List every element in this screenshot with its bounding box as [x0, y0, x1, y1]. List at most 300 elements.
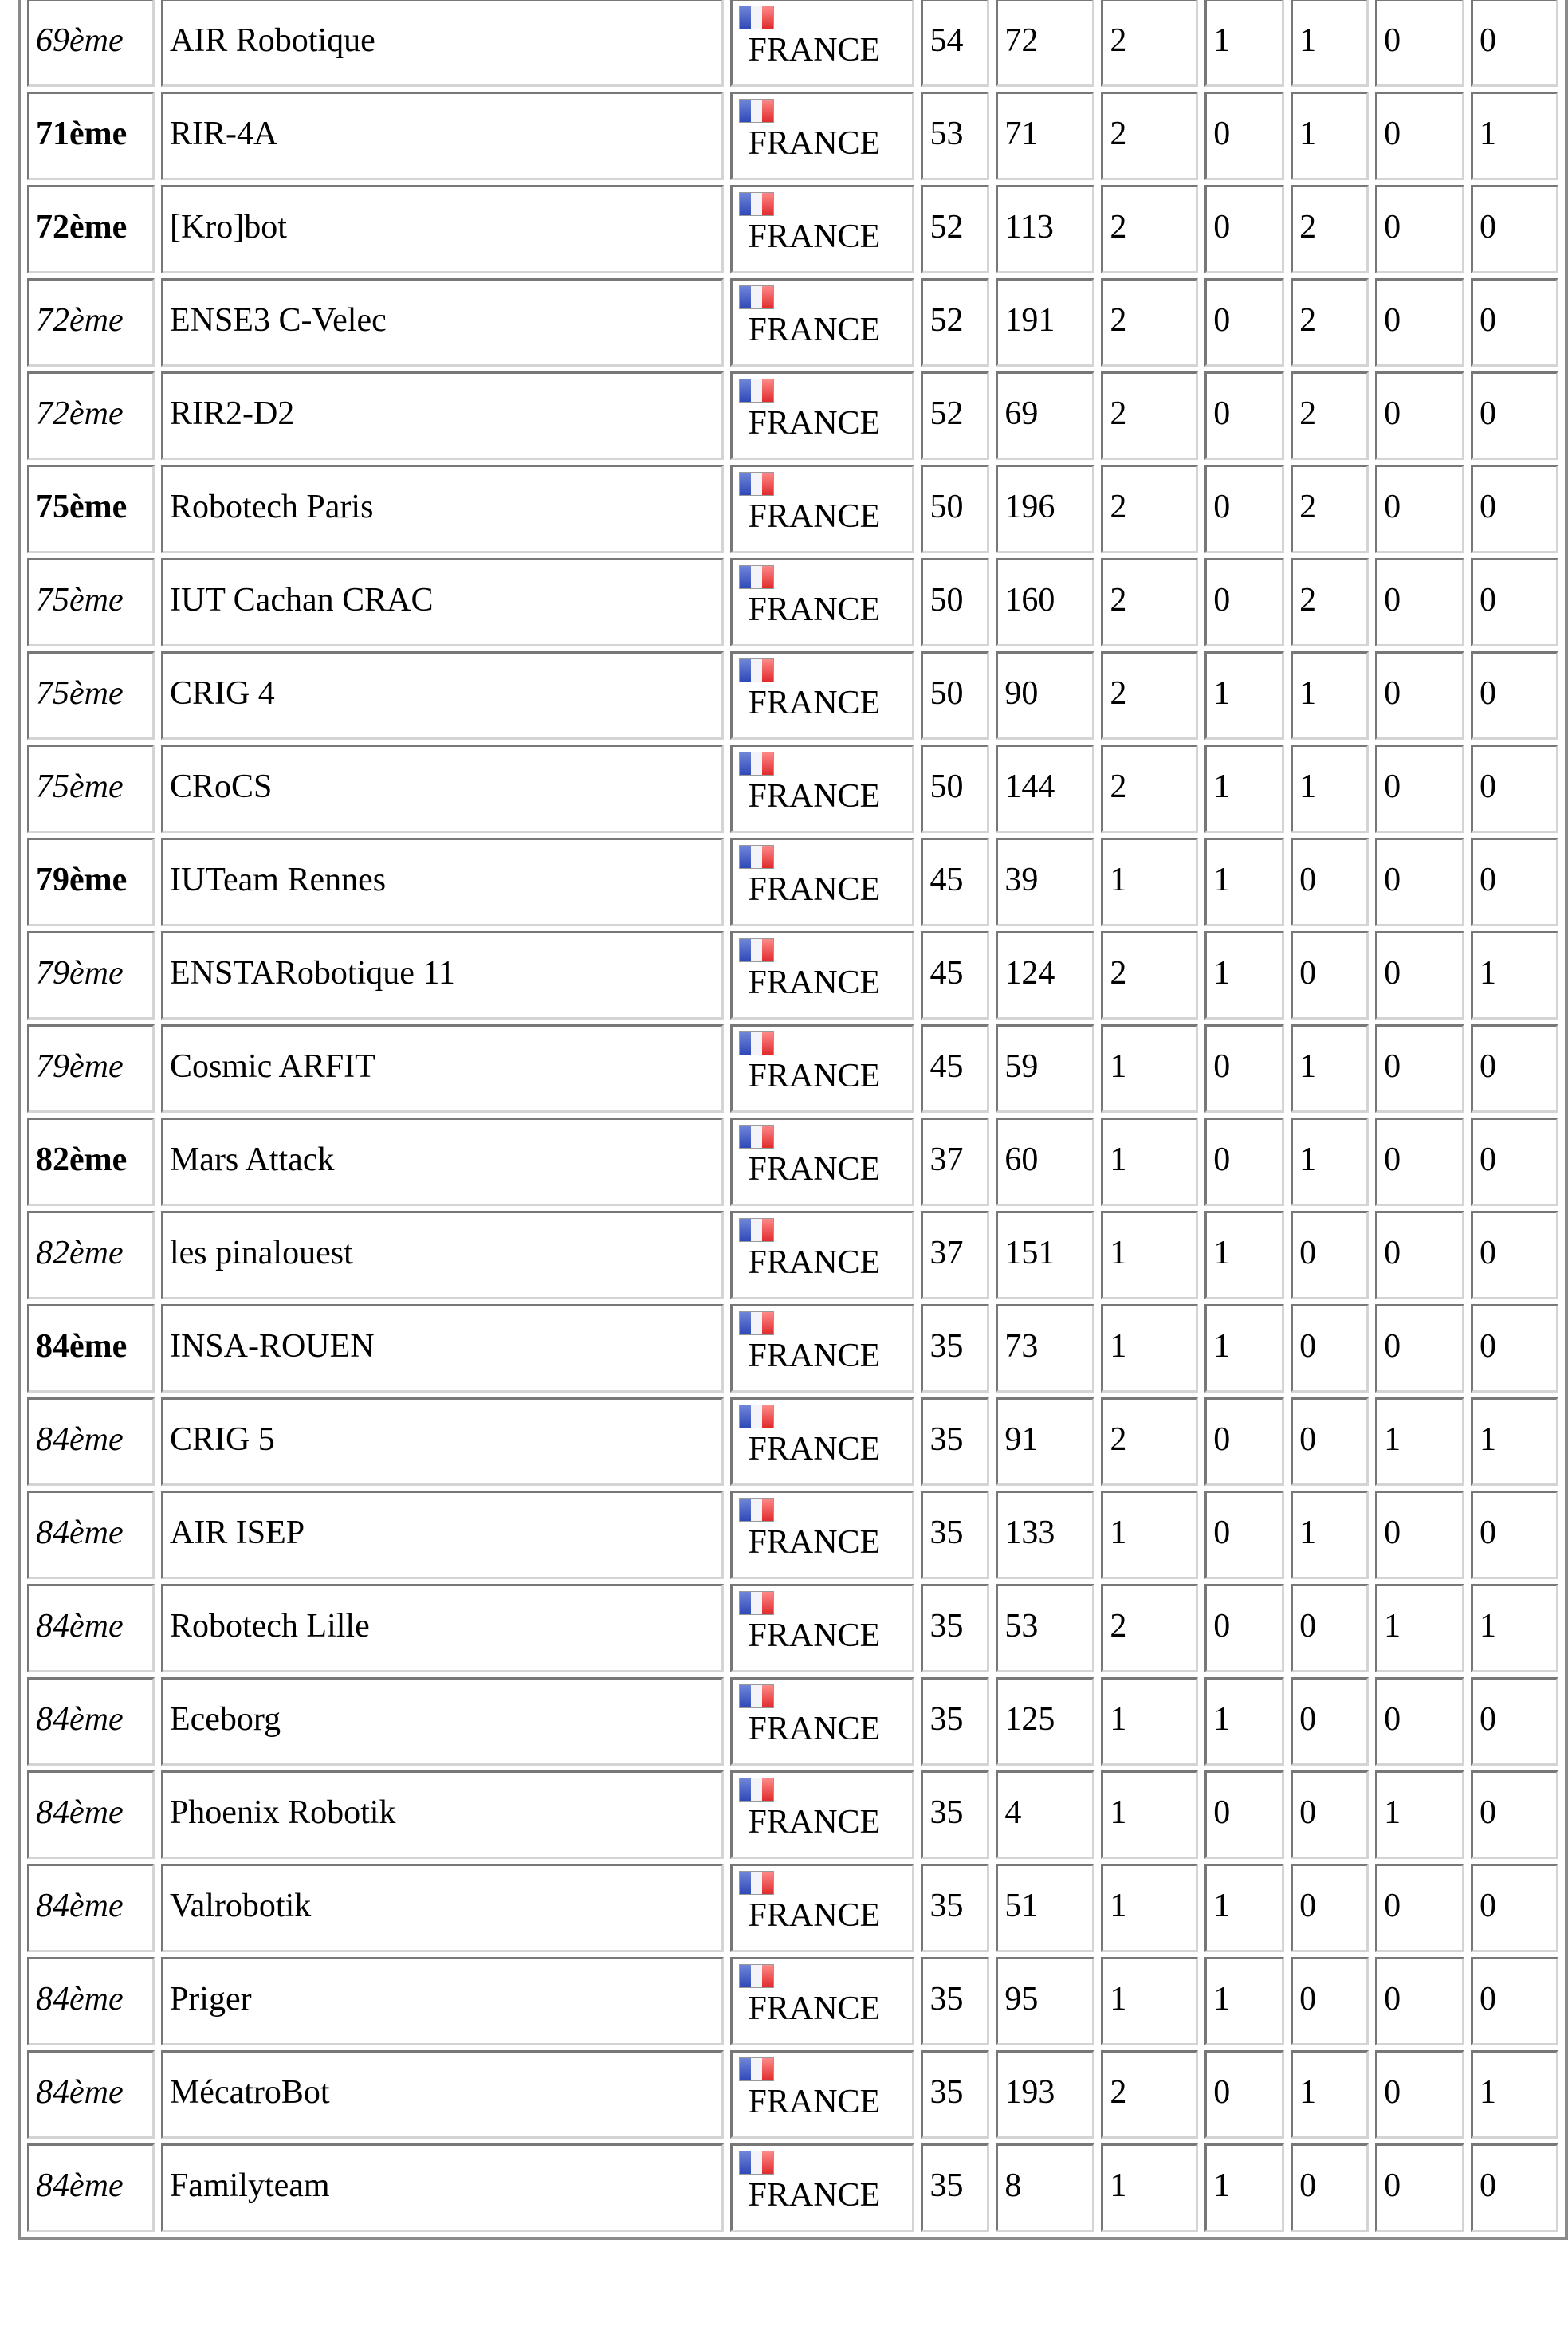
france-flag-icon: [739, 1405, 774, 1428]
team-number-cell: 144: [996, 745, 1094, 833]
rank-cell: 79ème: [27, 931, 155, 1020]
forfeits-cell: 0: [1471, 651, 1558, 740]
draws-cell: 1: [1291, 0, 1369, 87]
table-row: [27, 1491, 1558, 1579]
rank-cell: 84ème: [27, 1491, 155, 1579]
country-cell: [730, 1024, 915, 1113]
country-cell: [730, 931, 915, 1020]
team-number-cell: 51: [996, 1864, 1094, 1952]
country-cell: [730, 745, 915, 833]
forfeits-cell: 0: [1471, 2143, 1558, 2232]
france-flag-icon: [739, 1778, 774, 1802]
rank-cell: 79ème: [27, 1024, 155, 1113]
rank-cell: 84ème: [27, 1397, 155, 1486]
rank-cell: 75ème: [27, 558, 155, 646]
losses-cell: 0: [1375, 1491, 1464, 1579]
draws-cell: 0: [1291, 1770, 1369, 1859]
table-row: [27, 92, 1558, 180]
forfeits-cell: 0: [1471, 1024, 1558, 1113]
score-cell: 54: [921, 0, 989, 87]
losses-cell: 1: [1375, 1770, 1464, 1859]
score-cell: 35: [921, 1957, 989, 2045]
forfeits-cell: 1: [1471, 92, 1558, 180]
team-name-cell: RIR2-D2: [161, 371, 724, 460]
wins-cell: 1: [1204, 1957, 1284, 2045]
wins-cell: 0: [1204, 278, 1284, 367]
score-cell: 45: [921, 1024, 989, 1113]
table-row: [27, 278, 1558, 367]
rank-cell: 84ème: [27, 1677, 155, 1766]
team-name-cell: Eceborg: [161, 1677, 724, 1766]
losses-cell: 0: [1375, 1957, 1464, 2045]
team-number-cell: 72: [996, 0, 1094, 87]
forfeits-cell: 0: [1471, 1304, 1558, 1393]
team-name-cell: AIR Robotique: [161, 0, 724, 87]
france-flag-icon: [739, 845, 774, 869]
team-name-cell: Priger: [161, 1957, 724, 2045]
score-cell: 35: [921, 1397, 989, 1486]
losses-cell: 0: [1375, 185, 1464, 273]
rank-cell: 84ème: [27, 1864, 155, 1952]
matches-cell: 2: [1101, 465, 1198, 553]
country-cell: [730, 185, 915, 273]
team-number-cell: 191: [996, 278, 1094, 367]
rank-cell: 84ème: [27, 1770, 155, 1859]
losses-cell: 0: [1375, 1024, 1464, 1113]
score-cell: 35: [921, 1770, 989, 1859]
country-cell: [730, 1770, 915, 1859]
ranking-table-body: [27, 0, 1558, 2232]
team-number-cell: 133: [996, 1491, 1094, 1579]
country-cell: [730, 371, 915, 460]
country-label: FRANCE: [748, 312, 881, 348]
team-name-cell: IUT Cachan CRAC: [161, 558, 724, 646]
score-cell: 52: [921, 278, 989, 367]
france-flag-icon: [739, 1591, 774, 1615]
team-number-cell: 151: [996, 1211, 1094, 1299]
draws-cell: 2: [1291, 278, 1369, 367]
forfeits-cell: 1: [1471, 2050, 1558, 2139]
losses-cell: 0: [1375, 1118, 1464, 1206]
score-cell: 35: [921, 1584, 989, 1672]
team-number-cell: 193: [996, 2050, 1094, 2139]
wins-cell: 1: [1204, 0, 1284, 87]
score-cell: 35: [921, 1864, 989, 1952]
forfeits-cell: 0: [1471, 1118, 1558, 1206]
country-cell: [730, 651, 915, 740]
score-cell: 45: [921, 931, 989, 1020]
team-name-cell: Valrobotik: [161, 1864, 724, 1952]
matches-cell: 2: [1101, 931, 1198, 1020]
wins-cell: 0: [1204, 1584, 1284, 1672]
losses-cell: 0: [1375, 1211, 1464, 1299]
wins-cell: 1: [1204, 931, 1284, 1020]
country-cell: [730, 2050, 915, 2139]
losses-cell: 0: [1375, 465, 1464, 553]
rank-cell: 79ème: [27, 838, 155, 926]
country-label: FRANCE: [748, 1338, 881, 1374]
matches-cell: 2: [1101, 745, 1198, 833]
forfeits-cell: 0: [1471, 745, 1558, 833]
team-name-cell: ENSTARobotique 11: [161, 931, 724, 1020]
score-cell: 50: [921, 558, 989, 646]
forfeits-cell: 0: [1471, 0, 1558, 87]
table-row: [27, 0, 1558, 87]
score-cell: 35: [921, 1304, 989, 1393]
matches-cell: 1: [1101, 1211, 1198, 1299]
losses-cell: 1: [1375, 1584, 1464, 1672]
france-flag-icon: [739, 1871, 774, 1895]
country-label: FRANCE: [748, 498, 881, 535]
team-number-cell: 124: [996, 931, 1094, 1020]
forfeits-cell: 0: [1471, 1864, 1558, 1952]
draws-cell: 1: [1291, 1024, 1369, 1113]
draws-cell: 0: [1291, 1304, 1369, 1393]
score-cell: 35: [921, 1677, 989, 1766]
table-row: [27, 465, 1558, 553]
wins-cell: 0: [1204, 1118, 1284, 1206]
matches-cell: 2: [1101, 185, 1198, 273]
losses-cell: 0: [1375, 1864, 1464, 1952]
team-number-cell: 8: [996, 2143, 1094, 2232]
wins-cell: 0: [1204, 1770, 1284, 1859]
rank-cell: 84ème: [27, 1304, 155, 1393]
matches-cell: 2: [1101, 92, 1198, 180]
country-label: FRANCE: [748, 2084, 881, 2120]
team-name-cell: CRoCS: [161, 745, 724, 833]
matches-cell: 2: [1101, 2050, 1198, 2139]
country-cell: [730, 838, 915, 926]
table-row: [27, 558, 1558, 646]
table-row: [27, 2050, 1558, 2139]
losses-cell: 0: [1375, 2050, 1464, 2139]
forfeits-cell: 1: [1471, 1397, 1558, 1486]
matches-cell: 2: [1101, 558, 1198, 646]
country-cell: [730, 0, 915, 87]
score-cell: 35: [921, 2143, 989, 2232]
draws-cell: 2: [1291, 185, 1369, 273]
matches-cell: 1: [1101, 1304, 1198, 1393]
forfeits-cell: 0: [1471, 465, 1558, 553]
forfeits-cell: 0: [1471, 371, 1558, 460]
wins-cell: 0: [1204, 1024, 1284, 1113]
wins-cell: 1: [1204, 651, 1284, 740]
country-label: FRANCE: [748, 32, 881, 69]
losses-cell: 0: [1375, 371, 1464, 460]
france-flag-icon: [739, 1964, 774, 1988]
forfeits-cell: 0: [1471, 1211, 1558, 1299]
team-name-cell: CRIG 4: [161, 651, 724, 740]
country-cell: [730, 1211, 915, 1299]
team-number-cell: 160: [996, 558, 1094, 646]
country-label: FRANCE: [748, 125, 881, 162]
team-name-cell: Robotech Lille: [161, 1584, 724, 1672]
draws-cell: 2: [1291, 465, 1369, 553]
table-row: [27, 185, 1558, 273]
table-row: [27, 931, 1558, 1020]
team-number-cell: 53: [996, 1584, 1094, 1672]
score-cell: 52: [921, 371, 989, 460]
draws-cell: 0: [1291, 2143, 1369, 2232]
wins-cell: 1: [1204, 1864, 1284, 1952]
losses-cell: 0: [1375, 838, 1464, 926]
wins-cell: 0: [1204, 92, 1284, 180]
table-row: [27, 371, 1558, 460]
losses-cell: 0: [1375, 278, 1464, 367]
score-cell: 50: [921, 745, 989, 833]
losses-cell: 0: [1375, 651, 1464, 740]
score-cell: 35: [921, 1491, 989, 1579]
forfeits-cell: 1: [1471, 931, 1558, 1020]
france-flag-icon: [739, 938, 774, 962]
country-label: FRANCE: [748, 1151, 881, 1188]
country-cell: [730, 278, 915, 367]
country-cell: [730, 558, 915, 646]
france-flag-icon: [739, 1684, 774, 1708]
draws-cell: 2: [1291, 371, 1369, 460]
matches-cell: 1: [1101, 1864, 1198, 1952]
country-cell: [730, 1957, 915, 2045]
rank-cell: 72ème: [27, 371, 155, 460]
wins-cell: 0: [1204, 465, 1284, 553]
rank-cell: 75ème: [27, 745, 155, 833]
forfeits-cell: 0: [1471, 558, 1558, 646]
rank-cell: 72ème: [27, 278, 155, 367]
matches-cell: 2: [1101, 371, 1198, 460]
forfeits-cell: 0: [1471, 1491, 1558, 1579]
country-label: FRANCE: [748, 1711, 881, 1747]
france-flag-icon: [739, 2151, 774, 2175]
forfeits-cell: 0: [1471, 838, 1558, 926]
draws-cell: 0: [1291, 1864, 1369, 1952]
draws-cell: 0: [1291, 838, 1369, 926]
losses-cell: 1: [1375, 1397, 1464, 1486]
draws-cell: 0: [1291, 931, 1369, 1020]
team-name-cell: ENSE3 C-Velec: [161, 278, 724, 367]
team-name-cell: CRIG 5: [161, 1397, 724, 1486]
wins-cell: 0: [1204, 1491, 1284, 1579]
draws-cell: 1: [1291, 651, 1369, 740]
table-row: [27, 1584, 1558, 1672]
team-name-cell: Robotech Paris: [161, 465, 724, 553]
table-row: [27, 838, 1558, 926]
france-flag-icon: [739, 1031, 774, 1055]
table-row: [27, 1957, 1558, 2045]
country-label: FRANCE: [748, 591, 881, 628]
score-cell: 45: [921, 838, 989, 926]
france-flag-icon: [739, 1218, 774, 1242]
wins-cell: 0: [1204, 185, 1284, 273]
country-label: FRANCE: [748, 218, 881, 255]
draws-cell: 0: [1291, 1957, 1369, 2045]
team-name-cell: AIR ISEP: [161, 1491, 724, 1579]
wins-cell: 0: [1204, 371, 1284, 460]
country-cell: [730, 2143, 915, 2232]
draws-cell: 2: [1291, 558, 1369, 646]
matches-cell: 2: [1101, 278, 1198, 367]
matches-cell: 1: [1101, 1677, 1198, 1766]
team-name-cell: Familyteam: [161, 2143, 724, 2232]
ranking-table: [18, 0, 1568, 2240]
team-name-cell: IUTeam Rennes: [161, 838, 724, 926]
country-label: FRANCE: [748, 1617, 881, 1654]
matches-cell: 1: [1101, 1957, 1198, 2045]
country-label: FRANCE: [748, 1804, 881, 1841]
team-number-cell: 90: [996, 651, 1094, 740]
draws-cell: 1: [1291, 2050, 1369, 2139]
team-number-cell: 95: [996, 1957, 1094, 2045]
table-row: [27, 1770, 1558, 1859]
team-number-cell: 113: [996, 185, 1094, 273]
draws-cell: 0: [1291, 1677, 1369, 1766]
draws-cell: 1: [1291, 1491, 1369, 1579]
rank-cell: 84ème: [27, 2050, 155, 2139]
wins-cell: 1: [1204, 1304, 1284, 1393]
france-flag-icon: [739, 1311, 774, 1335]
draws-cell: 0: [1291, 1211, 1369, 1299]
rank-cell: 75ème: [27, 651, 155, 740]
wins-cell: 0: [1204, 2050, 1284, 2139]
team-name-cell: Mars Attack: [161, 1118, 724, 1206]
country-cell: [730, 1584, 915, 1672]
draws-cell: 1: [1291, 1118, 1369, 1206]
wins-cell: 0: [1204, 558, 1284, 646]
wins-cell: 1: [1204, 838, 1284, 926]
table-row: [27, 1304, 1558, 1393]
country-cell: [730, 1677, 915, 1766]
country-cell: [730, 465, 915, 553]
forfeits-cell: 0: [1471, 1677, 1558, 1766]
team-name-cell: [Kro]bot: [161, 185, 724, 273]
team-number-cell: 39: [996, 838, 1094, 926]
matches-cell: 2: [1101, 1397, 1198, 1486]
losses-cell: 0: [1375, 2143, 1464, 2232]
team-number-cell: 196: [996, 465, 1094, 553]
rank-cell: 82ème: [27, 1211, 155, 1299]
draws-cell: 0: [1291, 1584, 1369, 1672]
table-row: [27, 1397, 1558, 1486]
team-number-cell: 59: [996, 1024, 1094, 1113]
rank-cell: 84ème: [27, 1584, 155, 1672]
draws-cell: 1: [1291, 745, 1369, 833]
score-cell: 35: [921, 2050, 989, 2139]
france-flag-icon: [739, 1498, 774, 1522]
matches-cell: 1: [1101, 838, 1198, 926]
score-cell: 37: [921, 1211, 989, 1299]
country-cell: [730, 1304, 915, 1393]
team-name-cell: INSA-ROUEN: [161, 1304, 724, 1393]
rank-cell: 71ème: [27, 92, 155, 180]
losses-cell: 0: [1375, 0, 1464, 87]
country-cell: [730, 92, 915, 180]
wins-cell: 1: [1204, 2143, 1284, 2232]
table-row: [27, 1118, 1558, 1206]
team-name-cell: les pinalouest: [161, 1211, 724, 1299]
draws-cell: 0: [1291, 1397, 1369, 1486]
losses-cell: 0: [1375, 1304, 1464, 1393]
matches-cell: 2: [1101, 1584, 1198, 1672]
france-flag-icon: [739, 1125, 774, 1149]
country-label: FRANCE: [748, 1431, 881, 1468]
wins-cell: 1: [1204, 745, 1284, 833]
matches-cell: 2: [1101, 651, 1198, 740]
country-label: FRANCE: [748, 1058, 881, 1094]
losses-cell: 0: [1375, 745, 1464, 833]
rank-cell: 84ème: [27, 1957, 155, 2045]
france-flag-icon: [739, 379, 774, 403]
country-cell: [730, 1491, 915, 1579]
table-row: [27, 745, 1558, 833]
rank-cell: 69ème: [27, 0, 155, 87]
table-row: [27, 1211, 1558, 1299]
team-number-cell: 125: [996, 1677, 1094, 1766]
country-label: FRANCE: [748, 871, 881, 908]
forfeits-cell: 0: [1471, 1957, 1558, 2045]
rank-cell: 82ème: [27, 1118, 155, 1206]
france-flag-icon: [739, 658, 774, 682]
table-row: [27, 1864, 1558, 1952]
losses-cell: 0: [1375, 558, 1464, 646]
matches-cell: 1: [1101, 1491, 1198, 1579]
forfeits-cell: 0: [1471, 278, 1558, 367]
forfeits-cell: 0: [1471, 1770, 1558, 1859]
france-flag-icon: [739, 2057, 774, 2081]
team-name-cell: RIR-4A: [161, 92, 724, 180]
score-cell: 50: [921, 465, 989, 553]
country-cell: [730, 1397, 915, 1486]
country-cell: [730, 1118, 915, 1206]
france-flag-icon: [739, 99, 774, 123]
team-name-cell: Cosmic ARFIT: [161, 1024, 724, 1113]
france-flag-icon: [739, 6, 774, 29]
score-cell: 37: [921, 1118, 989, 1206]
france-flag-icon: [739, 472, 774, 496]
table-row: [27, 1024, 1558, 1113]
country-label: FRANCE: [748, 778, 881, 815]
score-cell: 53: [921, 92, 989, 180]
wins-cell: 1: [1204, 1677, 1284, 1766]
wins-cell: 0: [1204, 1397, 1284, 1486]
score-cell: 50: [921, 651, 989, 740]
team-name-cell: MécatroBot: [161, 2050, 724, 2139]
forfeits-cell: 1: [1471, 1584, 1558, 1672]
table-row: [27, 651, 1558, 740]
draws-cell: 1: [1291, 92, 1369, 180]
losses-cell: 0: [1375, 1677, 1464, 1766]
table-row: [27, 1677, 1558, 1766]
matches-cell: 1: [1101, 1024, 1198, 1113]
losses-cell: 0: [1375, 92, 1464, 180]
france-flag-icon: [739, 285, 774, 309]
rank-cell: 72ème: [27, 185, 155, 273]
team-number-cell: 91: [996, 1397, 1094, 1486]
team-number-cell: 60: [996, 1118, 1094, 1206]
country-label: FRANCE: [748, 1524, 881, 1561]
country-label: FRANCE: [748, 1897, 881, 1934]
matches-cell: 2: [1101, 0, 1198, 87]
rank-cell: 75ème: [27, 465, 155, 553]
france-flag-icon: [739, 192, 774, 216]
country-label: FRANCE: [748, 1990, 881, 2027]
country-label: FRANCE: [748, 1244, 881, 1281]
table-row: [27, 2143, 1558, 2232]
wins-cell: 1: [1204, 1211, 1284, 1299]
team-number-cell: 4: [996, 1770, 1094, 1859]
forfeits-cell: 0: [1471, 185, 1558, 273]
team-number-cell: 69: [996, 371, 1094, 460]
team-number-cell: 71: [996, 92, 1094, 180]
france-flag-icon: [739, 565, 774, 589]
